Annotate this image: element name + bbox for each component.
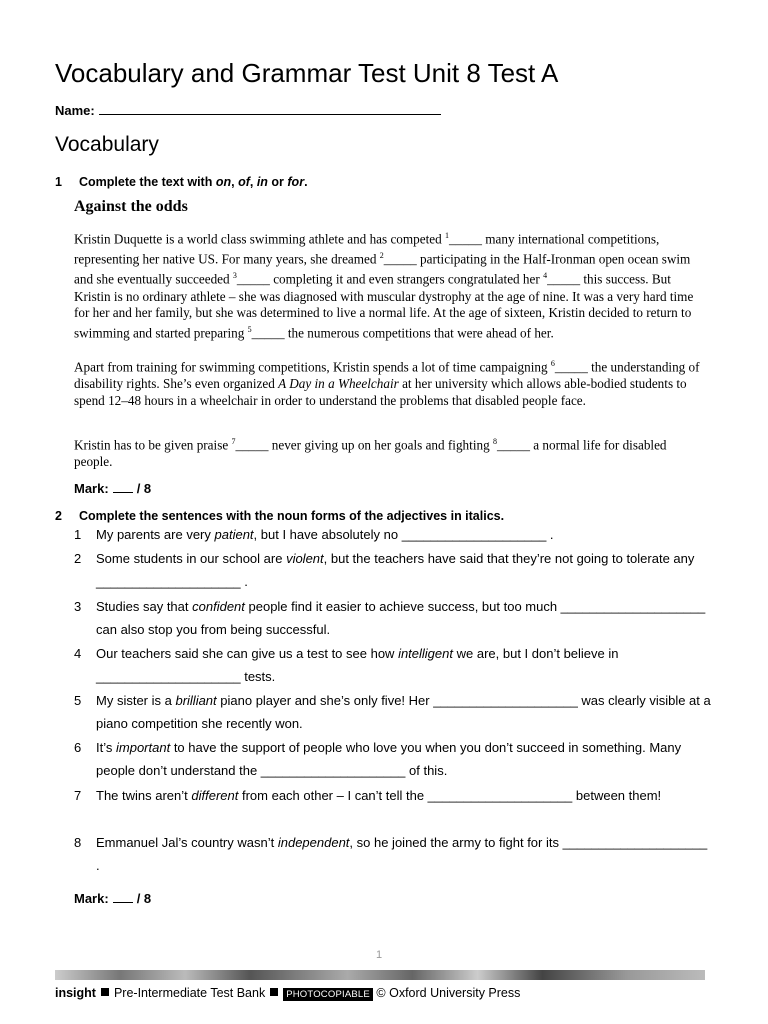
- question-number: 1: [55, 175, 62, 189]
- list-item: 7 The twins aren’t different from each other – I can’t tell the ____________________ between them!: [74, 788, 662, 803]
- list-item: 6 It’s important to have the support of people who love you when you don’t succeed in something. Many people don’t understand the ____________________ of this.: [74, 740, 682, 778]
- section-title: Vocabulary: [55, 133, 159, 156]
- name-label: Name:: [55, 103, 95, 118]
- page-number: 1: [376, 949, 383, 961]
- name-field: [55, 103, 441, 118]
- list-item: 3 Studies say that confident people find it easier to achieve success, but too much ____________________ can also stop you from being successful.: [74, 599, 706, 637]
- mark-blank[interactable]: [113, 483, 133, 493]
- article-title: Against the odds: [74, 198, 188, 215]
- article-paragraph-2: Apart from training for swimming competitions, Kristin spends a lot of time campaigning $^6$_____ the understanding of disability rights. She’s even organized A Day in a Wheelchair at her university which allows able-bodied students to spend 12–48 hours in a wheelchair in order to understand the problems that disabled people face.: [74, 359, 700, 408]
- list-item: 1 My parents are very patient, but I have absolutely no ____________________ .: [74, 527, 554, 542]
- footer-photo-banner: [55, 970, 705, 980]
- question-2-mark: Mark: / 8: [74, 891, 152, 906]
- question-2-instruction: 2 Complete the sentences with the noun forms of the adjectives in italics.: [55, 509, 505, 523]
- article-paragraph-1: Kristin Duquette is a world class swimming athlete and has competed $^1$_____ many international competitions, representing her native US. For many years, she dreamed $^2$_____ participating in the Half-Ironman open ocean swim and she eventually succeeded $^3$_____ completing it and even strangers congratulated her $^4$_____ this success. But Kristin is no ordinary athlete – she was diagnosed with muscular dystrophy at the age of nine. It was a very hard time for her and her family, but she was determined to live a normal life. At the age of sixteen, Kristin decided to return to swimming and started preparing $^5$_____ the numerous competitions that were ahead of her.: [74, 231, 694, 341]
- list-item: 8 Emmanuel Jal’s country wasn’t independent, so he joined the army to fight for its ____________________ .: [74, 835, 708, 873]
- page-title: Vocabulary and Grammar Test Unit 8 Test A: [55, 58, 559, 88]
- list-item: 4 Our teachers said she can give us a test to see how intelligent we are, but I don’t believe in ____________________ tests.: [74, 646, 619, 684]
- list-item: 2 Some students in our school are violent, but the teachers have said that they’re not going to tolerate any ____________________ .: [74, 551, 695, 589]
- mark-blank[interactable]: [113, 893, 133, 903]
- question-1-instruction: 1 Complete the text with on, of, in or for.: [55, 175, 308, 189]
- photocopiable-badge: PHOTOCOPIABLE: [283, 988, 373, 1001]
- brand-logo: insight: [55, 986, 96, 1000]
- square-bullet-icon: [270, 988, 278, 996]
- name-blank-line[interactable]: [99, 104, 441, 115]
- list-item: 5 My sister is a brilliant piano player and she’s only five! Her ____________________ was clearly visible at a piano competition she recently won.: [74, 693, 711, 731]
- footer: insight Pre-Intermediate Test Bank PHOTOCOPIABLE © Oxford University Press: [55, 986, 521, 1000]
- square-bullet-icon: [101, 988, 109, 996]
- question-number: 2: [55, 509, 62, 523]
- article-paragraph-3: Kristin has to be given praise $^7$_____ never giving up on her goals and fighting $^8$_____ a normal life for disabled people.: [74, 437, 667, 470]
- question-1-mark: Mark: / 8: [74, 481, 152, 496]
